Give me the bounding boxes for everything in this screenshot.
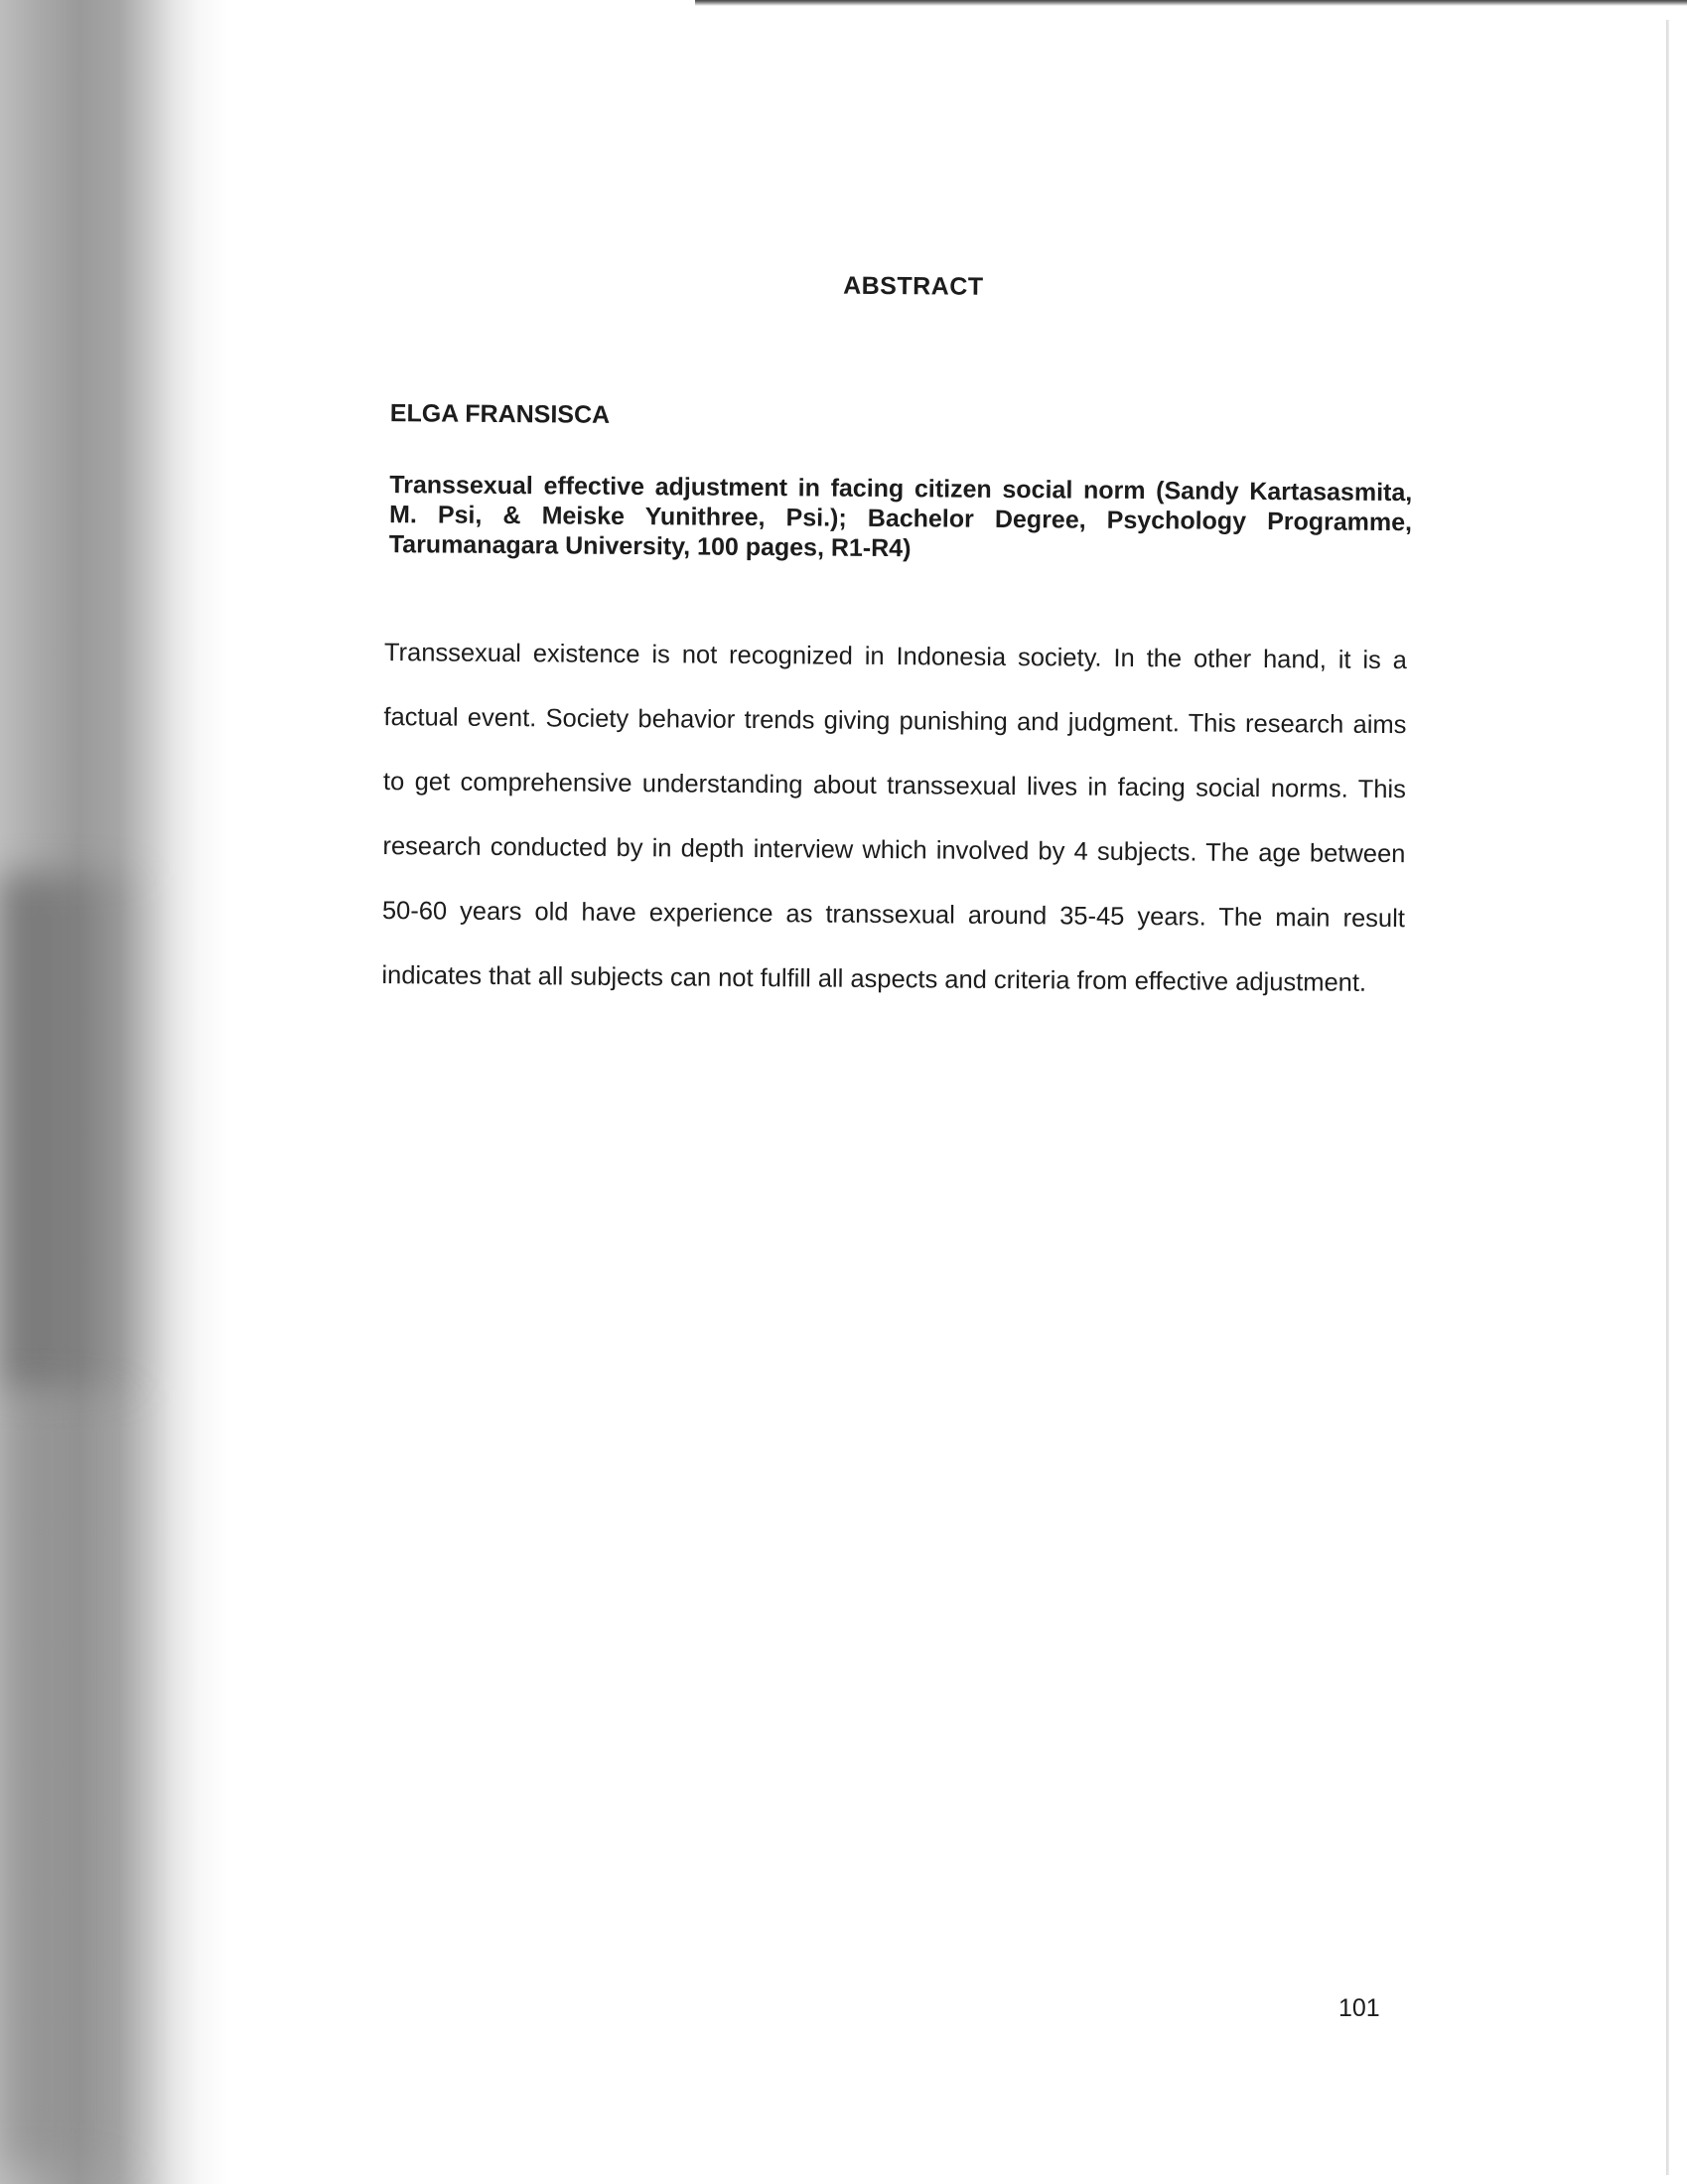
thesis-citation: Transsexual effective adjustment in facing citizen social norm (Sandy Kartasasmita, M. Psi, & Meiske Yunithree, Psi.); Bachelor Degree, Psychology Programme, Tarumanagara University, 100 pages, R1-R4) xyxy=(388,471,1413,563)
abstract-heading: ABSTRACT xyxy=(843,271,984,301)
scan-binding-dark-band xyxy=(0,874,149,1390)
scan-top-edge xyxy=(695,0,1687,6)
scan-binding-dark-band-lower xyxy=(0,1390,139,2165)
author-name: ELGA FRANSISCA xyxy=(389,399,611,429)
page-number: 101 xyxy=(1338,1994,1380,2022)
scan-right-edge xyxy=(1666,20,1669,2175)
abstract-body: Transsexual existence is not recognized in Indonesia society. In the other hand, it is a factual event. Society behavior trends giving punishing and judgment. This research aims to get comprehensive understanding about transsexual lives in facing social norms. This research conducted by in depth interview which involved by 4 subjects. The age between 50-60 years old have experience as transsexual around 35-45 years. The main result indicates that all subjects can not fulfill all aspects and criteria from effective adjustment. xyxy=(381,639,1408,997)
document-page xyxy=(371,268,1420,1016)
